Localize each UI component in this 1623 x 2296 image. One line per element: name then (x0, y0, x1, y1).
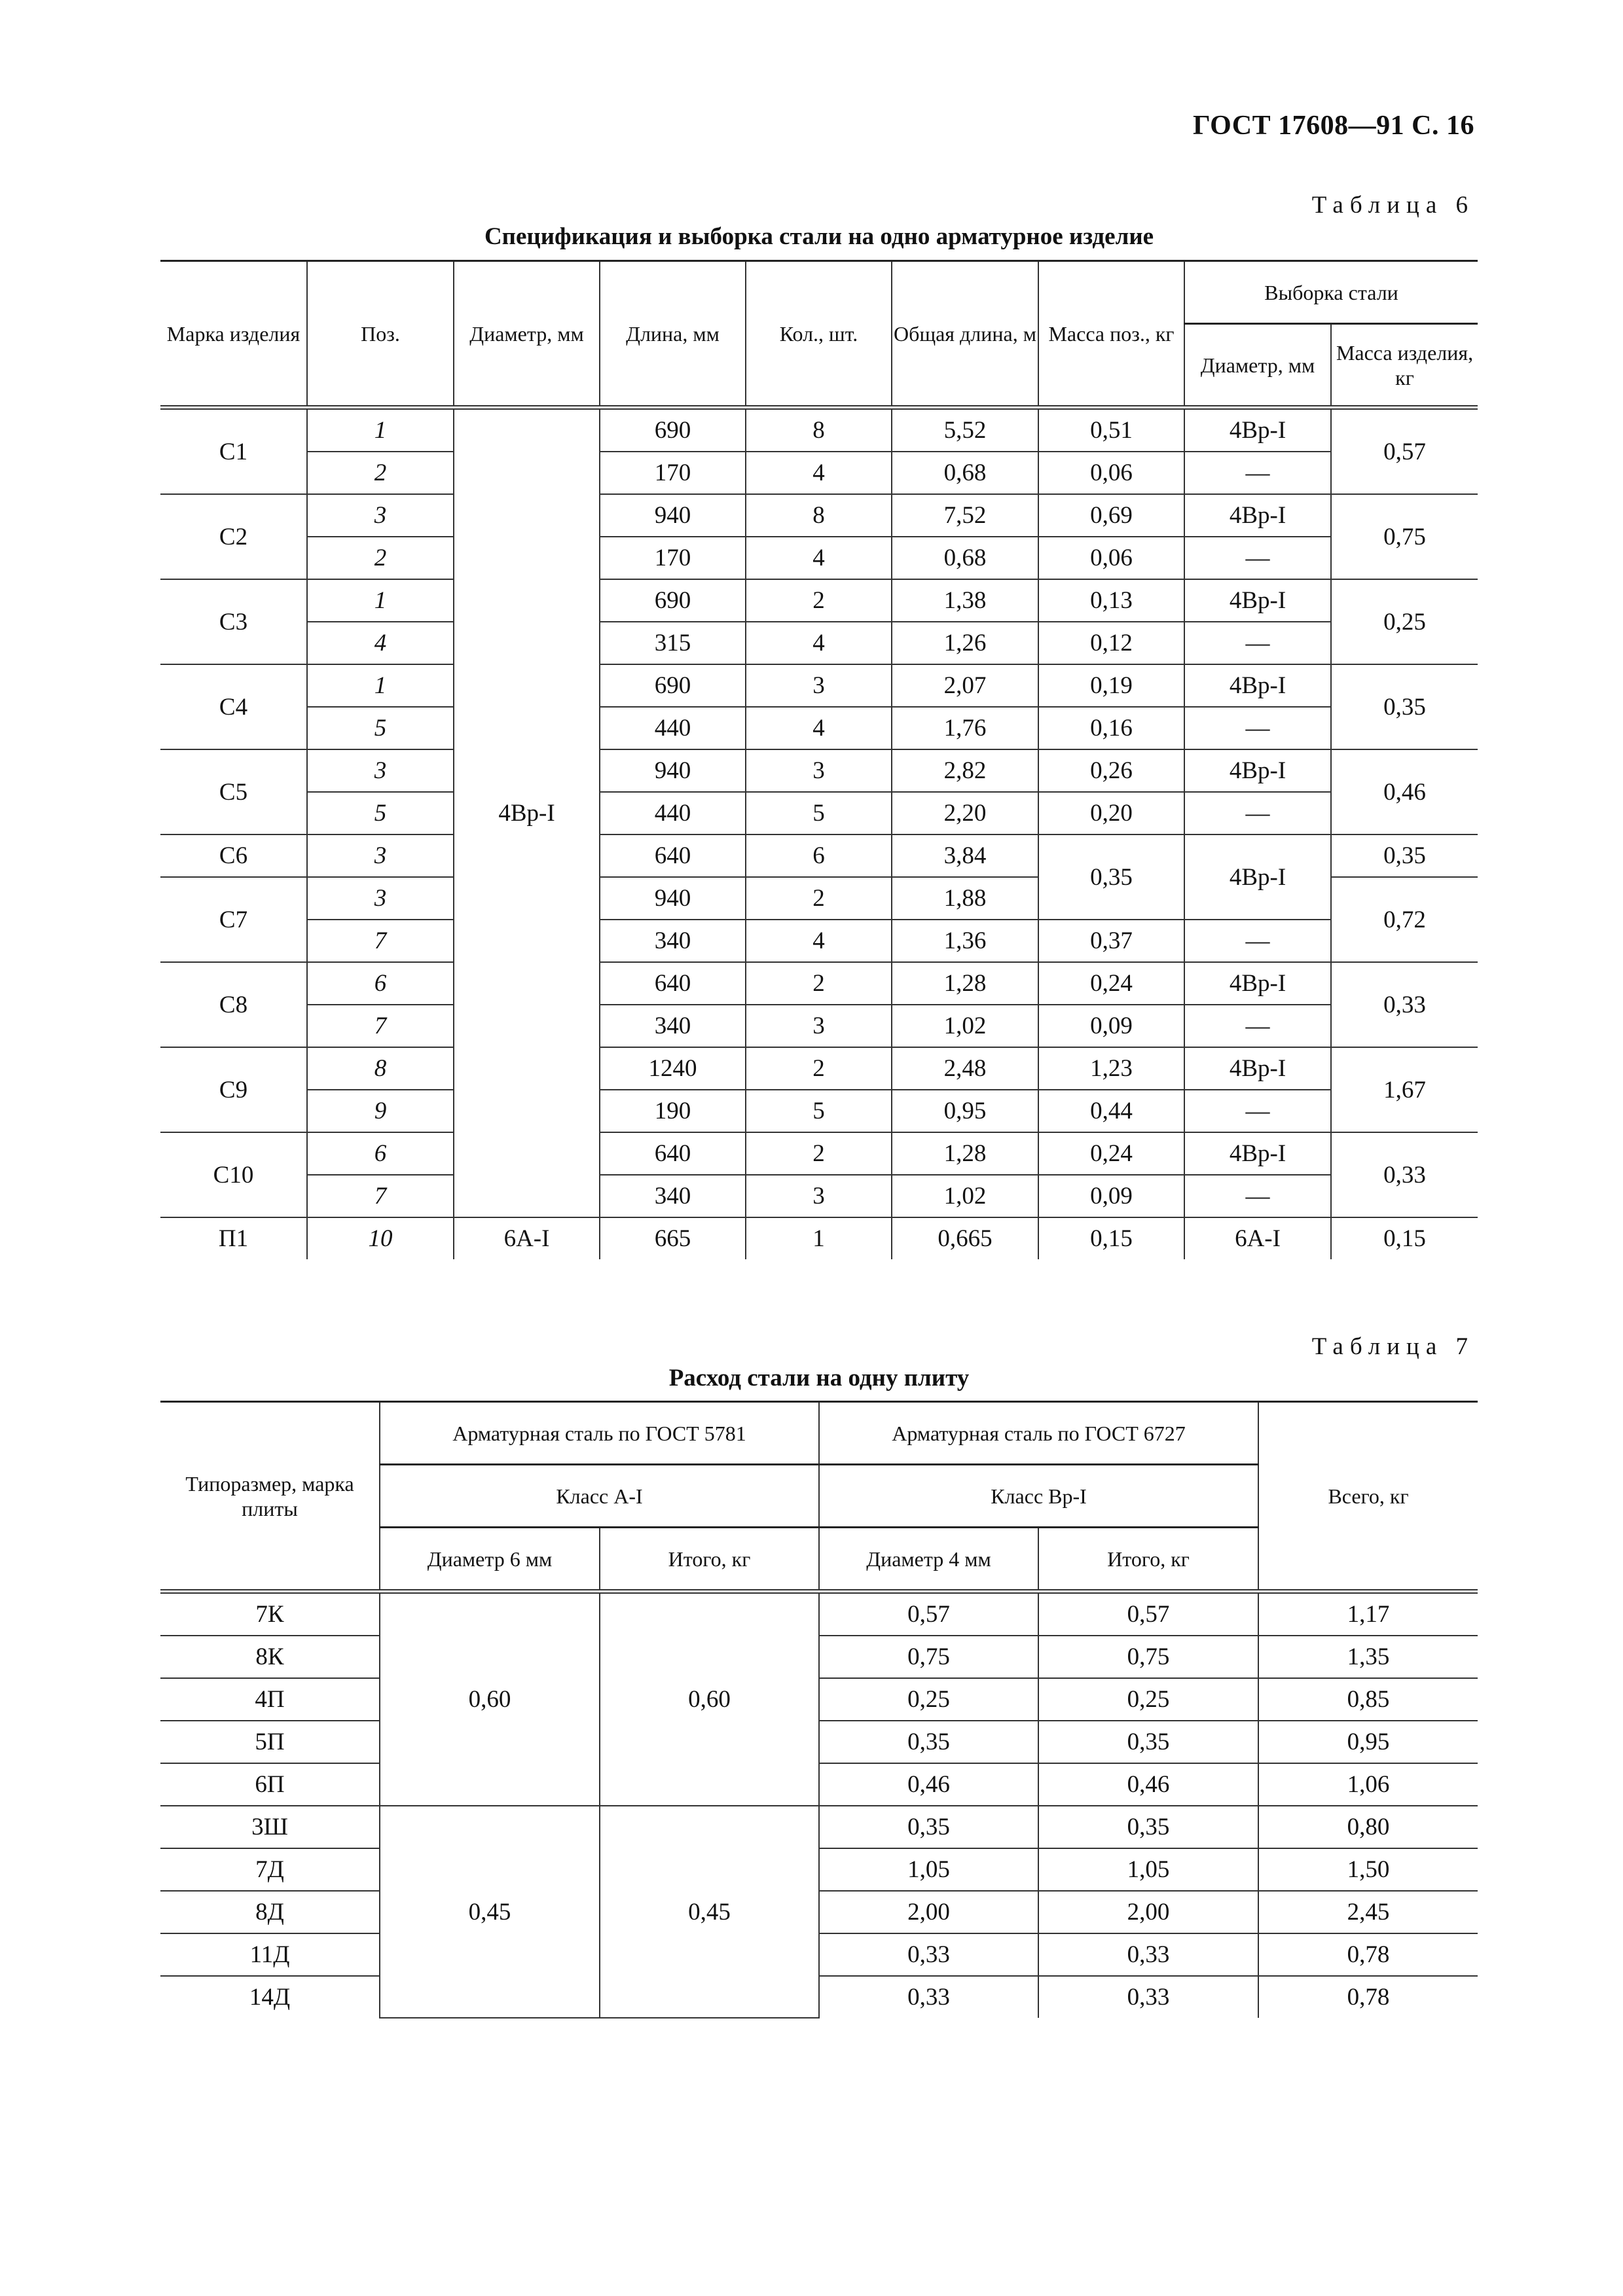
header-type: Типоразмер, марка плиты (160, 1402, 380, 1592)
cell-qty: 8 (746, 408, 892, 452)
cell-mark: С1 (160, 408, 307, 495)
cell-length: 690 (600, 408, 746, 452)
cell-sel-diameter: — (1184, 1175, 1331, 1217)
cell-itogo-2: 0,75 (1038, 1636, 1258, 1678)
table-row (160, 622, 1478, 664)
table7-title: Расход стали на одну плиту (668, 1365, 970, 1391)
cell-sel-mass: 0,25 (1331, 579, 1478, 664)
cell-total: 0,85 (1258, 1678, 1478, 1721)
table-row (160, 1175, 1478, 1217)
table-row (160, 1763, 1478, 1806)
table-row (160, 537, 1478, 579)
cell-mass: 0,19 (1038, 664, 1184, 707)
cell-diameter-4: 0,46 (819, 1763, 1038, 1806)
cell-mass: 0,37 (1038, 920, 1184, 962)
cell-mass: 0,09 (1038, 1005, 1184, 1047)
table-row (160, 1047, 1478, 1090)
cell-itogo-2: 1,05 (1038, 1848, 1258, 1891)
header-sel-mass: Масса изделия, кг (1331, 324, 1478, 408)
header-itogo-2: Итого, кг (1038, 1528, 1258, 1592)
cell-type: 11Д (160, 1933, 380, 1976)
cell-mass: 0,16 (1038, 707, 1184, 749)
cell-length: 340 (600, 1005, 746, 1047)
table-row (160, 834, 1478, 877)
cell-total: 1,38 (892, 579, 1038, 622)
cell-diameter-4: 0,25 (819, 1678, 1038, 1721)
cell-type: 4П (160, 1678, 380, 1721)
table-row (160, 1891, 1478, 1933)
table-row (160, 707, 1478, 749)
cell-total: 1,88 (892, 877, 1038, 920)
cell-length: 170 (600, 452, 746, 494)
cell-type: 7К (160, 1592, 380, 1636)
cell-sel-diameter: 4Вр-I (1184, 962, 1331, 1005)
cell-length: 170 (600, 537, 746, 579)
table-row (160, 452, 1478, 494)
cell-length: 640 (600, 962, 746, 1005)
cell-pos: 7 (307, 1005, 454, 1047)
cell-type: 3Ш (160, 1806, 380, 1848)
cell-mass: 0,15 (1038, 1217, 1184, 1259)
cell-length: 940 (600, 749, 746, 792)
table-row (160, 1132, 1478, 1175)
cell-sel-mass: 0,33 (1331, 1132, 1478, 1217)
cell-sel-diameter: 6А-I (1184, 1217, 1331, 1259)
cell-itogo-2: 2,00 (1038, 1891, 1258, 1933)
cell-pos: 1 (307, 408, 454, 452)
cell-total: 1,26 (892, 622, 1038, 664)
cell-sel-diameter: — (1184, 792, 1331, 834)
cell-mark: С2 (160, 494, 307, 579)
cell-diameter-4: 0,33 (819, 1933, 1038, 1976)
cell-qty: 2 (746, 1047, 892, 1090)
cell-total: 2,82 (892, 749, 1038, 792)
table-row (160, 1090, 1478, 1132)
cell-mass: 0,13 (1038, 579, 1184, 622)
cell-itogo-2: 0,33 (1038, 1976, 1258, 2018)
cell-sel-mass: 0,57 (1331, 408, 1478, 495)
cell-type: 7Д (160, 1848, 380, 1891)
cell-diameter: 6А-I (454, 1217, 600, 1259)
cell-mass: 0,44 (1038, 1090, 1184, 1132)
cell-diameter-4: 0,35 (819, 1806, 1038, 1848)
cell-sel-mass: 0,46 (1331, 749, 1478, 834)
cell-total: 0,95 (1258, 1721, 1478, 1763)
cell-qty: 3 (746, 749, 892, 792)
cell-diameter-4: 1,05 (819, 1848, 1038, 1891)
table-row (160, 1933, 1478, 1976)
cell-mass: 0,06 (1038, 537, 1184, 579)
cell-mark: С10 (160, 1132, 307, 1217)
header-class-a1: Класс А-I (380, 1465, 819, 1528)
header-sel-diameter: Диаметр, мм (1184, 324, 1331, 408)
cell-sel-diameter: — (1184, 622, 1331, 664)
header-length: Длина, мм (600, 261, 746, 408)
cell-length: 665 (600, 1217, 746, 1259)
cell-diameter-4: 0,33 (819, 1976, 1038, 2018)
cell-sel-diameter: 4Вр-I (1184, 1047, 1331, 1090)
cell-length: 440 (600, 792, 746, 834)
cell-pos: 2 (307, 537, 454, 579)
cell-sel-mass: 0,33 (1331, 962, 1478, 1047)
cell-pos: 10 (307, 1217, 454, 1259)
cell-itogo-2: 0,35 (1038, 1806, 1258, 1848)
cell-total: 7,52 (892, 494, 1038, 537)
cell-sel-diameter: 4Вр-I (1184, 408, 1331, 452)
cell-qty: 5 (746, 1090, 892, 1132)
cell-itogo-1: 0,60 (600, 1592, 819, 1806)
cell-length: 440 (600, 707, 746, 749)
cell-itogo-2: 0,25 (1038, 1678, 1258, 1721)
cell-sel-diameter: — (1184, 1090, 1331, 1132)
table-row (160, 1592, 1478, 1636)
cell-mass: 0,20 (1038, 792, 1184, 834)
cell-qty: 2 (746, 877, 892, 920)
cell-total: 1,35 (1258, 1636, 1478, 1678)
header-diameter: Диаметр, мм (454, 261, 600, 408)
table-row (160, 579, 1478, 622)
cell-qty: 4 (746, 452, 892, 494)
cell-qty: 6 (746, 834, 892, 877)
table6-label: Таблица 6 (1311, 192, 1474, 219)
table7 (160, 1401, 1478, 2018)
cell-qty: 4 (746, 622, 892, 664)
header-itogo-1: Итого, кг (600, 1528, 819, 1592)
cell-qty: 2 (746, 579, 892, 622)
header-total-length: Общая длина, м (892, 261, 1038, 408)
cell-total: 1,36 (892, 920, 1038, 962)
cell-mass: 0,09 (1038, 1175, 1184, 1217)
table-row (160, 408, 1478, 452)
cell-qty: 3 (746, 664, 892, 707)
cell-mark: С5 (160, 749, 307, 834)
header-mass-pos: Масса поз., кг (1038, 261, 1184, 408)
table-row (160, 664, 1478, 707)
cell-pos: 1 (307, 579, 454, 622)
cell-total: 3,84 (892, 834, 1038, 877)
cell-sel-mass: 0,35 (1331, 834, 1478, 877)
cell-sel-mass: 1,67 (1331, 1047, 1478, 1132)
cell-total: 1,28 (892, 962, 1038, 1005)
cell-pos: 6 (307, 1132, 454, 1175)
cell-total: 0,95 (892, 1090, 1038, 1132)
cell-pos: 4 (307, 622, 454, 664)
cell-qty: 3 (746, 1005, 892, 1047)
cell-itogo-2: 0,46 (1038, 1763, 1258, 1806)
cell-length: 690 (600, 579, 746, 622)
cell-pos: 3 (307, 494, 454, 537)
header-pos: Поз. (307, 261, 454, 408)
cell-total: 2,48 (892, 1047, 1038, 1090)
cell-pos: 3 (307, 749, 454, 792)
cell-mark: П1 (160, 1217, 307, 1259)
cell-qty: 5 (746, 792, 892, 834)
cell-total: 2,45 (1258, 1891, 1478, 1933)
cell-diameter-4: 0,35 (819, 1721, 1038, 1763)
header-diameter-6: Диаметр 6 мм (380, 1528, 600, 1592)
cell-sel-mass: 0,72 (1331, 877, 1478, 962)
cell-mass: 0,69 (1038, 494, 1184, 537)
table-row (160, 792, 1478, 834)
cell-diameter-4: 0,75 (819, 1636, 1038, 1678)
cell-mass: 0,06 (1038, 452, 1184, 494)
table6 (160, 260, 1478, 1259)
cell-mass: 0,26 (1038, 749, 1184, 792)
cell-total: 0,78 (1258, 1976, 1478, 2018)
cell-qty: 4 (746, 920, 892, 962)
cell-sel-mass: 0,75 (1331, 494, 1478, 579)
cell-qty: 4 (746, 537, 892, 579)
cell-type: 5П (160, 1721, 380, 1763)
cell-total: 1,28 (892, 1132, 1038, 1175)
cell-total: 0,68 (892, 452, 1038, 494)
cell-total: 2,20 (892, 792, 1038, 834)
cell-diameter-4: 0,57 (819, 1592, 1038, 1636)
cell-mark: С4 (160, 664, 307, 749)
cell-pos: 7 (307, 1175, 454, 1217)
cell-mass: 0,24 (1038, 1132, 1184, 1175)
cell-total: 1,02 (892, 1175, 1038, 1217)
table-row (160, 1848, 1478, 1891)
cell-mass: 1,23 (1038, 1047, 1184, 1090)
cell-total: 0,68 (892, 537, 1038, 579)
cell-pos: 8 (307, 1047, 454, 1090)
cell-total: 5,52 (892, 408, 1038, 452)
cell-mass: 0,35 (1038, 834, 1184, 920)
table6-title: Спецификация и выборка стали на одно арматурное изделие (484, 223, 1154, 250)
cell-diameter-merged: 4Вр-I (454, 408, 600, 1218)
cell-pos: 1 (307, 664, 454, 707)
cell-itogo-2: 0,33 (1038, 1933, 1258, 1976)
cell-pos: 3 (307, 834, 454, 877)
cell-mass: 0,12 (1038, 622, 1184, 664)
cell-qty: 3 (746, 1175, 892, 1217)
cell-total: 1,06 (1258, 1763, 1478, 1806)
cell-mark: С8 (160, 962, 307, 1047)
cell-length: 190 (600, 1090, 746, 1132)
cell-total: 2,07 (892, 664, 1038, 707)
table-row (160, 1678, 1478, 1721)
cell-mass: 0,51 (1038, 408, 1184, 452)
cell-length: 1240 (600, 1047, 746, 1090)
cell-length: 690 (600, 664, 746, 707)
cell-sel-diameter: 4Вр-I (1184, 749, 1331, 792)
cell-diameter-4: 2,00 (819, 1891, 1038, 1933)
cell-length: 315 (600, 622, 746, 664)
cell-length: 640 (600, 834, 746, 877)
table-row (160, 494, 1478, 537)
cell-itogo-2: 0,35 (1038, 1721, 1258, 1763)
cell-total: 0,78 (1258, 1933, 1478, 1976)
page-header: ГОСТ 17608—91 С. 16 (1192, 111, 1474, 141)
cell-mark: С6 (160, 834, 307, 877)
cell-qty: 8 (746, 494, 892, 537)
cell-sel-diameter: — (1184, 1005, 1331, 1047)
table-row (160, 1806, 1478, 1848)
cell-sel-diameter: 4Вр-I (1184, 494, 1331, 537)
table-row (160, 1721, 1478, 1763)
cell-type: 8Д (160, 1891, 380, 1933)
cell-sel-mass: 0,35 (1331, 664, 1478, 749)
header-steel-5781: Арматурная сталь по ГОСТ 5781 (380, 1402, 819, 1465)
cell-mark: С7 (160, 877, 307, 962)
table-row (160, 920, 1478, 962)
cell-pos: 9 (307, 1090, 454, 1132)
cell-sel-diameter: — (1184, 707, 1331, 749)
header-class-vr1: Класс Вр-I (819, 1465, 1258, 1528)
cell-total: 1,02 (892, 1005, 1038, 1047)
cell-length: 340 (600, 920, 746, 962)
header-diameter-4: Диаметр 4 мм (819, 1528, 1038, 1592)
cell-type: 14Д (160, 1976, 380, 2018)
table-row (160, 1005, 1478, 1047)
header-mark: Марка изделия (160, 261, 307, 408)
cell-pos: 2 (307, 452, 454, 494)
cell-mark: С9 (160, 1047, 307, 1132)
cell-pos: 6 (307, 962, 454, 1005)
header-qty: Кол., шт. (746, 261, 892, 408)
table-row (160, 1217, 1478, 1259)
cell-total: 1,50 (1258, 1848, 1478, 1891)
cell-sel-diameter: 4Вр-I (1184, 834, 1331, 920)
cell-sel-diameter: — (1184, 920, 1331, 962)
cell-pos: 5 (307, 707, 454, 749)
cell-pos: 5 (307, 792, 454, 834)
cell-sel-diameter: 4Вр-I (1184, 579, 1331, 622)
cell-diameter-6: 0,45 (380, 1806, 600, 2018)
cell-length: 340 (600, 1175, 746, 1217)
header-steel-6727: Арматурная сталь по ГОСТ 6727 (819, 1402, 1258, 1465)
cell-qty: 2 (746, 1132, 892, 1175)
cell-total: 0,665 (892, 1217, 1038, 1259)
cell-diameter-6: 0,60 (380, 1592, 600, 1806)
table-row (160, 749, 1478, 792)
cell-length: 940 (600, 877, 746, 920)
cell-total: 0,80 (1258, 1806, 1478, 1848)
cell-total: 1,17 (1258, 1592, 1478, 1636)
header-total: Всего, кг (1258, 1402, 1478, 1592)
cell-length: 940 (600, 494, 746, 537)
cell-itogo-2: 0,57 (1038, 1592, 1258, 1636)
table-row (160, 1976, 1478, 2018)
cell-sel-diameter: — (1184, 452, 1331, 494)
cell-length: 640 (600, 1132, 746, 1175)
cell-qty: 2 (746, 962, 892, 1005)
cell-itogo-1: 0,45 (600, 1806, 819, 2018)
cell-qty: 4 (746, 707, 892, 749)
table7-label: Таблица 7 (1311, 1333, 1474, 1360)
cell-total: 1,76 (892, 707, 1038, 749)
cell-pos: 7 (307, 920, 454, 962)
cell-type: 8К (160, 1636, 380, 1678)
cell-mass: 0,24 (1038, 962, 1184, 1005)
table-row (160, 962, 1478, 1005)
header-selection: Выборка стали (1184, 261, 1478, 324)
cell-sel-mass: 0,15 (1331, 1217, 1478, 1259)
cell-type: 6П (160, 1763, 380, 1806)
cell-sel-diameter: 4Вр-I (1184, 1132, 1331, 1175)
cell-sel-diameter: 4Вр-I (1184, 664, 1331, 707)
table-row (160, 1636, 1478, 1678)
cell-qty: 1 (746, 1217, 892, 1259)
cell-mark: С3 (160, 579, 307, 664)
cell-pos: 3 (307, 877, 454, 920)
cell-sel-diameter: — (1184, 537, 1331, 579)
